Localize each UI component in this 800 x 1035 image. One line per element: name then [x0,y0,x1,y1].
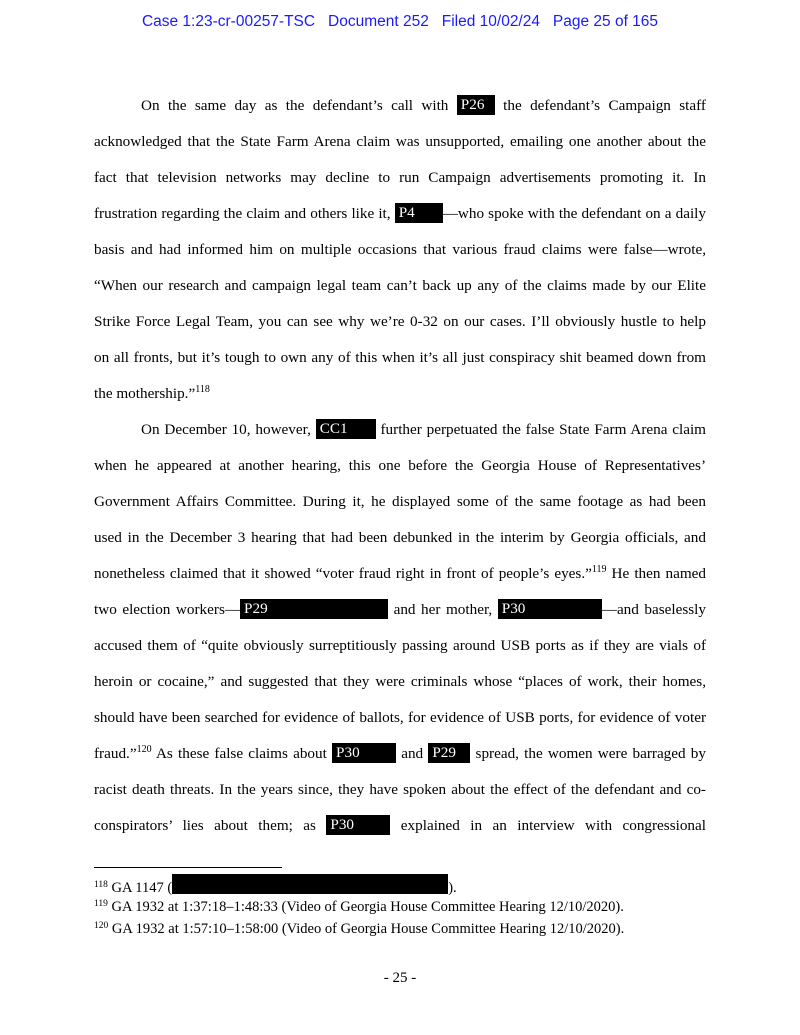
text-run: On the same day as the defendant’s call with [141,97,457,114]
text-run: As these false claims about [151,745,333,762]
text-run: heroin or cocaine,” and suggested that they were criminals whose “places of work, their homes, [94,673,706,690]
text-line [94,124,706,160]
text-run: racist death threats. In the years since, they have spoken about the effect of the defendant and co- [94,781,706,798]
text-run: —who spoke with the defendant on a daily [442,205,706,222]
text-run: spread, the women were barraged by [470,745,706,762]
redaction-label: P29 [240,599,388,619]
text-line [94,88,706,124]
footnote-text: GA 1932 at 1:57:10–1:58:00 (Video of Georgia House Committee Hearing 12/10/2020). [111,921,625,937]
text-run: fact that television networks may decline to run Campaign advertisements promoting it. In [94,169,706,186]
text-run: fraud.” [94,745,137,762]
redaction-label: P30 [498,599,602,619]
text-line [94,556,706,592]
text-line [94,412,706,448]
text-run: used in the December 3 hearing that had been debunked in the interim by Georgia officials, and [94,529,706,546]
footnote-text: ). [448,880,457,896]
footnote-text: GA 1147 ( [111,880,173,896]
footnote-number: 119 [94,899,108,909]
text-line [94,592,706,628]
text-line [94,772,706,808]
footnote-number: 120 [94,921,109,931]
redaction-label: P29 [428,743,470,763]
text-run: and her mother, [388,601,498,618]
text-run: two election workers— [94,601,241,618]
text-run: the defendant’s Campaign staff [494,97,706,114]
text-run: should have been searched for evidence of ballots, for evidence of USB ports, for evidence of voter [94,709,706,726]
redaction-label: P26 [457,95,495,115]
footnote-119 [94,896,714,918]
redaction-label: CC1 [316,419,376,439]
text-line [94,484,706,520]
footnote-ref: 118 [195,384,210,395]
text-line [94,628,706,664]
text-line [94,376,706,412]
text-run: on all fronts, but it’s tough to own any of this when it’s all just conspiracy shit beamed down from [94,349,706,366]
text-line [94,196,706,232]
redaction-label: P30 [332,743,396,763]
text-run: “When our research and campaign legal team can’t back up any of the claims made by our Elite [94,277,706,294]
text-run: basis and had informed him on multiple occasions that various fraud claims were false—wrote, [94,241,706,258]
redaction-label: P4 [395,203,443,223]
text-run: when he appeared at another hearing, this one before the Georgia House of Representatives’ [94,457,706,474]
text-run: accused them of “quite obviously surreptitiously passing around USB ports as if they are vials of [94,637,706,654]
text-line [94,160,706,196]
footnote-rule [94,867,282,868]
text-line [94,268,706,304]
text-line [94,520,706,556]
redaction-label: P30 [326,815,390,835]
document-body [94,88,706,844]
footnote-120 [94,918,714,940]
redaction-box [172,874,448,894]
text-run: On December 10, however, [141,421,316,438]
text-run: nonetheless claimed that it showed “voter fraud right in front of people’s eyes.” [94,565,592,582]
text-run: conspirators’ lies about them; as [94,817,327,834]
text-line [94,736,706,772]
footnote-ref: 119 [591,564,607,575]
page-number: - 25 - [383,970,417,986]
text-run: acknowledged that the State Farm Arena claim was unsupported, emailing one another about the [94,133,706,150]
text-line [94,232,706,268]
text-line [94,304,706,340]
footnote-number: 118 [94,880,108,890]
text-line [94,340,706,376]
text-run: further perpetuated the false State Farm Arena claim [375,421,707,438]
text-run: —and baselessly [601,601,706,618]
text-run: the mothership.” [94,385,196,402]
text-line [94,808,706,844]
text-line [94,664,706,700]
text-run: He then named [606,565,706,582]
text-run: Strike Force Legal Team, you can see why we’re 0-32 on our cases. I’ll obviously hustle to help [94,313,706,330]
footnote-ref: 120 [136,744,152,755]
text-run: Government Affairs Committee. During it, he displayed some of the same footage as had been [94,493,706,510]
text-run: frustration regarding the claim and others like it, [94,205,395,222]
text-line [94,448,706,484]
text-run: and [396,745,429,762]
text-line [94,700,706,736]
footnote-text: GA 1932 at 1:37:18–1:48:33 (Video of Georgia House Committee Hearing 12/10/2020). [111,899,624,915]
case-header: Case 1:23-cr-00257-TSC Document 252 Filed 10/02/24 Page 25 of 165 [141,13,659,30]
text-run: explained in an interview with congressional [390,817,706,834]
